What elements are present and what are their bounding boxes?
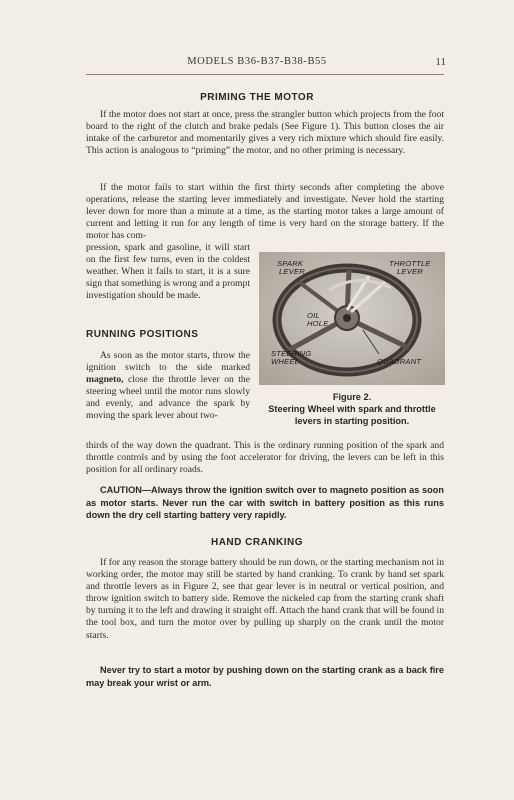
figure-2-caption [259,391,445,427]
priming-p2-text: If the motor fails to start within the first thirty seconds after completing the above operations, release the starting lever immediately and investigate. Never hold the starting lever down for more than a minute at a time, as the starting motor takes a large amount of current and letting it run for any length of time is very hard on the storage battery. If the motor has com- [86,182,444,242]
label-quadrant: QUADRANT [377,357,422,366]
caution-text: CAUTION—Always throw the ignition switch over to magneto position as soon as motor starts. Never run the car with switch in battery position as this runs down the dry cell starting battery very rapidly. [86,485,444,521]
priming-paragraph-2 [86,182,444,242]
figure-caption-line-2: levers in starting position. [294,416,410,426]
running-col-rest: close the throttle lever on the steering wheel until the motor runs slowly and evenly, and advance the spark by moving the spark lever about two- [86,374,250,422]
label-steering-wheel: STEERING WHEEL [271,349,312,367]
heading-priming: PRIMING THE MOTOR [200,92,314,103]
running-column-text [86,350,250,423]
running-col-intro: As soon as the motor starts, throw the ignition switch to the side marked [86,350,250,374]
hand-cranking-text: If for any reason the storage battery should be run down, or the starting mechanism not in working order, the motor may still be started by hand cranking. To crank by hand set spark and throttle levers as in Figure 2, see that gear lever is in neutral or vertical position, and throw ignition switch to battery side. Remove the nickeled cap from the starting crank shaft by turning it to the left and drawing it straight off. Attach the hand crank that will be found in the tool box, and turn the motor over by pulling up sharply on the crank until the motor starts. [86,557,444,641]
figure-caption-line-1: Steering Wheel with spark and throttle [268,404,436,414]
hand-cranking-paragraph [86,557,444,642]
priming-p2-column: pression, spark and gasoline, it will start on the first few turns, even in the coldest weather. When it fails to start, it is a sure sign that something is wrong and a prompt investigation should be made. [86,242,250,302]
page-number: 11 [435,56,446,68]
label-throttle-lever: THROTTLE LEVER [389,259,431,277]
warning-paragraph [86,664,444,689]
running-full-width-text: thirds of the way down the quadrant. This is the ordinary running position of the spark and throttle controls and by using the foot accelerator for driving, the levers can be left in this position for all ordinary roads. [86,440,444,476]
header-rule [86,74,444,75]
heading-hand-cranking: HAND CRANKING [210,537,304,548]
priming-p1-text: If the motor does not start at once, press the strangler button which projects from the foot board to the right of the clutch and brake pedals (See Figure 1). This button closes the air intake of the carburetor and momentarily gives a very rich mixture which should fire easily. This action is analogous to “priming” the motor, and no other priming is necessary. [86,109,444,157]
running-title: MODELS B36-B37-B38-B55 [187,56,327,67]
priming-paragraph-1 [86,109,444,157]
caution-paragraph [86,484,444,522]
heading-running-positions: RUNNING POSITIONS [86,329,199,340]
label-oil-hole: OIL HOLE [307,311,329,329]
running-col-magneto: magneto, [86,374,124,386]
figure-2-photo [259,252,445,385]
running-head [0,56,514,72]
warning-text: Never try to start a motor by pushing down on the starting crank as a back fire may break your wrist or arm. [86,665,444,688]
figure-caption-title: Figure 2. [332,392,372,402]
label-spark-lever: SPARK LEVER [277,259,305,277]
